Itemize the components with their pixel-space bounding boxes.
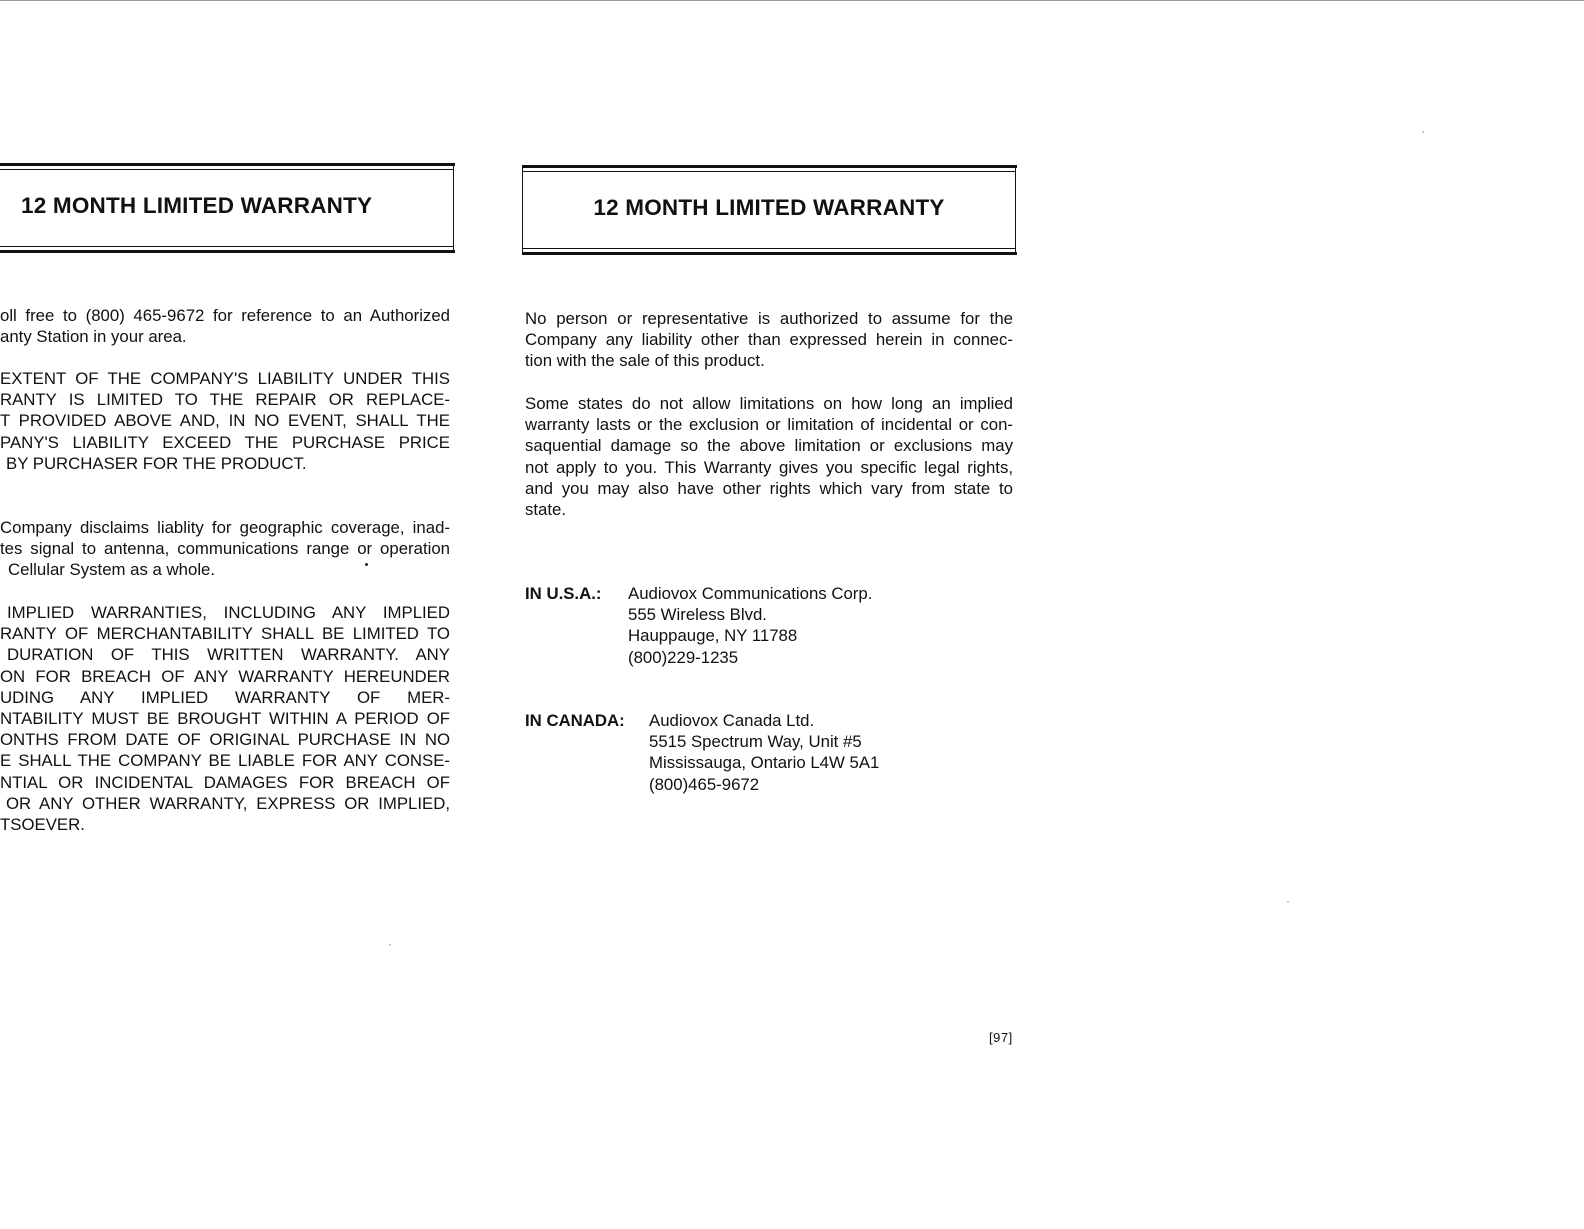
address-line: 5515 Spectrum Way, Unit #5 (649, 732, 862, 752)
scan-speck (389, 944, 391, 946)
left-paragraph-3 (0, 517, 460, 581)
text-line: TSOEVER. (0, 814, 85, 834)
text-line: RANTY OF MERCHANTABILITY SHALL BE LIMITED TO (0, 624, 450, 644)
left-page (0, 150, 460, 870)
text-line: ON FOR BREACH OF ANY WARRANTY HEREUNDER (0, 666, 450, 686)
text-line: oll free to (800) 465-9672 for reference to an Authorized (0, 306, 450, 325)
left-title-box (0, 163, 454, 253)
left-paragraph-2 (0, 368, 460, 474)
text-line: ONTHS FROM DATE OF ORIGINAL PURCHASE IN NO (0, 730, 450, 750)
text-line: saquential damage so the above limitation or exclusions may (525, 436, 1013, 456)
scan-speck (365, 563, 368, 566)
text-line: UDING ANY IMPLIED WARRANTY OF MER- (0, 687, 450, 707)
text-line: Some states do not allow limitations on how long an implied (525, 394, 1013, 413)
address-line: Mississauga, Ontario L4W 5A1 (649, 753, 880, 773)
text-line: BY PURCHASER FOR THE PRODUCT. (6, 453, 307, 473)
address-line: Audiovox Communications Corp. (628, 584, 873, 603)
text-line: IMPLIED WARRANTIES, INCLUDING ANY IMPLIED (7, 603, 450, 622)
right-paragraph-2 (525, 393, 1013, 520)
address-usa-lines (628, 583, 872, 668)
text-line: tion with the sale of this product. (525, 351, 765, 371)
text-line: OR ANY OTHER WARRANTY, EXPRESS OR IMPLIED, (6, 793, 450, 813)
page-number: [97] (989, 1030, 1013, 1045)
text-line: Company disclaims liablity for geographic coverage, inad- (0, 518, 450, 537)
address-canada-lines (649, 710, 879, 795)
left-paragraph-1 (0, 305, 460, 347)
address-line: (800)465-9672 (649, 774, 760, 794)
right-page (522, 150, 1042, 1070)
text-line: anty Station in your area. (0, 327, 187, 347)
text-line: tes signal to antenna, communications range or operation (0, 539, 450, 559)
text-line: DURATION OF THIS WRITTEN WARRANTY. ANY (7, 645, 450, 665)
address-line: Audiovox Canada Ltd. (649, 711, 815, 730)
scan-top-edge (0, 0, 1584, 1)
text-line: NTIAL OR INCIDENTAL DAMAGES FOR BREACH OF (0, 772, 450, 792)
text-line: NTABILITY MUST BE BROUGHT WITHIN A PERIOD OF (0, 708, 450, 728)
text-line: state. (525, 499, 567, 519)
text-line: PANY'S LIABILITY EXCEED THE PURCHASE PRICE (0, 432, 450, 452)
address-line: (800)229-1235 (628, 647, 739, 667)
address-usa-label: IN U.S.A.: (525, 584, 602, 603)
text-line: No person or representative is authorized to assume for the (525, 309, 1013, 328)
address-canada-label: IN CANADA: (525, 711, 625, 730)
address-line: 555 Wireless Blvd. (628, 605, 767, 625)
scan-speck (1287, 901, 1289, 903)
left-paragraph-4 (0, 602, 460, 835)
text-line: and you may also have other rights which vary from state to (525, 478, 1013, 498)
scan-speck (1422, 131, 1424, 133)
left-page-title: 12 MONTH LIMITED WARRANTY (21, 193, 373, 218)
text-line: warranty lasts or the exclusion or limitation of incidental or con- (525, 415, 1013, 435)
right-title-box (522, 165, 1016, 255)
text-line: RANTY IS LIMITED TO THE REPAIR OR REPLACE- (0, 390, 450, 410)
text-line: T PROVIDED ABOVE AND, IN NO EVENT, SHALL THE (0, 411, 450, 431)
text-line: Company any liability other than expressed herein in connec- (525, 330, 1013, 350)
text-line: E SHALL THE COMPANY BE LIABLE FOR ANY CONSE- (0, 751, 450, 771)
text-line: Cellular System as a whole. (8, 560, 216, 580)
right-paragraph-1 (525, 308, 1013, 372)
right-page-title: 12 MONTH LIMITED WARRANTY (593, 195, 945, 220)
text-line: EXTENT OF THE COMPANY'S LIABILITY UNDER THIS (0, 369, 450, 388)
text-line: not apply to you. This Warranty gives you specific legal rights, (525, 457, 1013, 477)
address-line: Hauppauge, NY 11788 (628, 626, 798, 646)
